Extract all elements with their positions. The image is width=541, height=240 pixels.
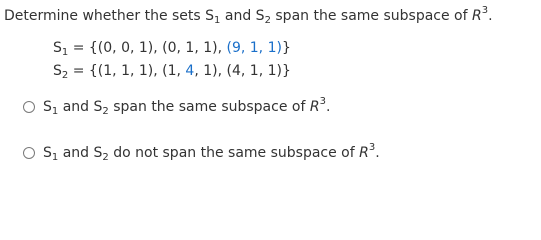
set-s1-subscript: 1 <box>214 15 221 26</box>
option-label <box>43 97 330 117</box>
set-s2-definition <box>53 61 291 81</box>
option-period: . <box>325 99 331 115</box>
option-and: and <box>58 145 94 161</box>
radio-button[interactable] <box>23 101 35 113</box>
set-s1-vectors: = {(0, 0, 1), (0, 1, 1), <box>68 40 227 56</box>
set-s1-close: } <box>281 40 291 56</box>
set-s2-symbol: S <box>255 8 265 24</box>
option-s2-sub: 2 <box>102 152 109 163</box>
option-s1-sub: 1 <box>51 106 59 117</box>
prompt-text-2: span the same subspace of <box>270 8 472 24</box>
option-s1-sub: 1 <box>51 152 59 163</box>
option-not-same-subspace[interactable] <box>23 143 380 163</box>
set-s2-subscript: 2 <box>264 15 271 26</box>
option-space-sup: 3 <box>319 96 326 107</box>
set-s1-def-subscript: 1 <box>61 47 69 58</box>
option-text: span the same subspace of <box>108 99 310 115</box>
set-s2-highlighted-value: 4 <box>185 63 195 79</box>
option-s1: S <box>43 99 52 115</box>
option-s2: S <box>93 99 103 115</box>
option-label <box>43 143 380 163</box>
set-s1-name: S <box>53 40 62 56</box>
set-s2-def-subscript: 2 <box>61 70 69 81</box>
space-symbol: R <box>472 8 482 24</box>
option-same-subspace[interactable] <box>23 97 330 117</box>
option-and: and <box>58 99 94 115</box>
option-s2-sub: 2 <box>102 106 109 117</box>
space-superscript: 3 <box>481 5 489 16</box>
set-s1-highlighted-vector: (9, 1, 1) <box>226 40 282 56</box>
prompt-text: Determine whether the sets <box>4 8 206 24</box>
option-s2: S <box>93 145 103 161</box>
option-text: do not span the same subspace of <box>108 145 360 161</box>
radio-button[interactable] <box>23 147 35 159</box>
set-s2-name: S <box>53 63 62 79</box>
option-s1: S <box>43 145 52 161</box>
option-space-sup: 3 <box>368 142 376 153</box>
set-s2-close: , 1), (4, 1, 1)} <box>194 63 291 79</box>
set-s1-definition <box>53 38 291 58</box>
prompt-period: . <box>488 8 493 24</box>
option-space: R <box>359 145 369 161</box>
set-s1-symbol: S <box>205 8 215 24</box>
option-space: R <box>309 99 320 115</box>
option-period: . <box>375 145 380 161</box>
question-prompt <box>4 6 493 26</box>
prompt-and: and <box>220 8 256 24</box>
set-s2-vectors: = {(1, 1, 1), (1, <box>68 63 186 79</box>
